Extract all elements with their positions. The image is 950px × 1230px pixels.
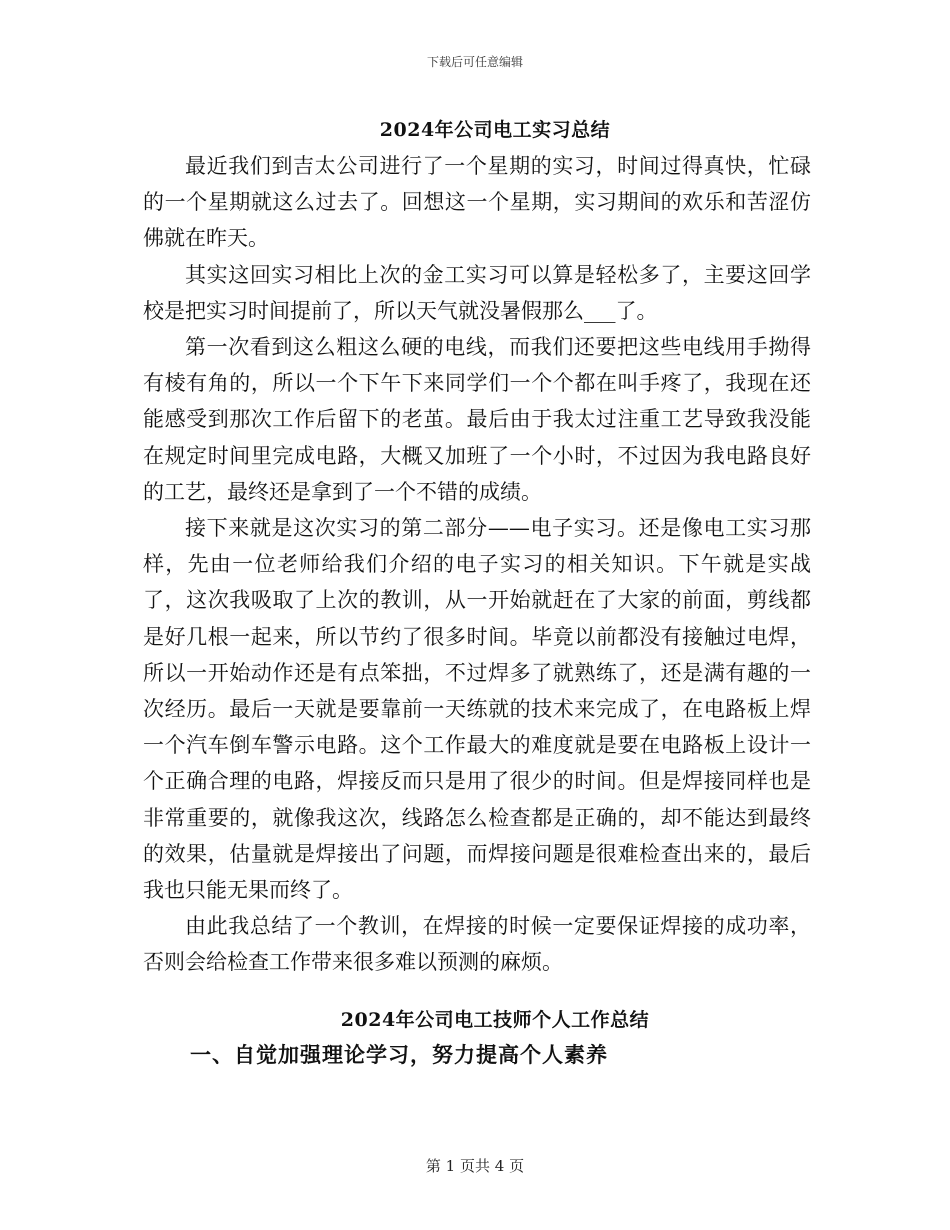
paragraph: 第一次看到这么粗这么硬的电线，而我们还要把这些电线用手拗得有棱有角的，所以一个下午下来同学们一个个都在叫手疼了，我现在还能感受到那次工作后留下的老茧。最后由于我太过注重工艺导致我没能在规定时间里完成电路，大概又加班了一个小时，不过因为我电路良好的工艺，最终还是拿到了一个不错的成绩。 — [143, 335, 811, 504]
paragraph: 其实这回实习相比上次的金工实习可以算是轻松多了，主要这回学校是把实习时间提前了，所以天气就没暑假那么___了。 — [143, 262, 811, 323]
header-note: 下载后可任意编辑 — [426, 55, 523, 69]
document-body — [143, 148, 811, 981]
section-heading: 一、自觉加强理论学习，努力提高个人素养 — [190, 1042, 608, 1067]
paragraph: 最近我们到吉太公司进行了一个星期的实习，时间过得真快，忙碌的一个星期就这么过去了。回想这一个星期，实习期间的欢乐和苦涩仿佛就在昨天。 — [143, 154, 811, 251]
page-number: 第 1 页共 4 页 — [425, 1157, 525, 1175]
paragraph: 由此我总结了一个教训，在焊接的时候一定要保证焊接的成功率，否则会给检查工作带来很多难以预测的麻烦。 — [143, 914, 811, 975]
document-subtitle: 2024年公司电工技师个人工作总结 — [340, 1009, 650, 1031]
paragraph: 接下来就是这次实习的第二部分——电子实习。还是像电工实习那样，先由一位老师给我们介绍的电子实习的相关知识。下午就是实战了，这次我吸取了上次的教训，从一开始就赶在了大家的前面，剪线都是好几根一起来，所以节约了很多时间。毕竟以前都没有接触过电焊，所以一开始动作还是有点笨拙，不过焊多了就熟练了，还是满有趣的一次经历。最后一天就是要靠前一天练就的技术来完成了，在电路板上焊一个汽车倒车警示电路。这个工作最大的难度就是要在电路板上设计一个正确合理的电路，焊接反而只是用了很少的时间。但是焊接同样也是非常重要的，就像我这次，线路怎么检查都是正确的，却不能达到最终的效果，估量就是焊接出了问题，而焊接问题是很难检查出来的，最后我也只能无果而终了。 — [143, 516, 811, 903]
document-title: 2024年公司电工实习总结 — [379, 119, 611, 141]
